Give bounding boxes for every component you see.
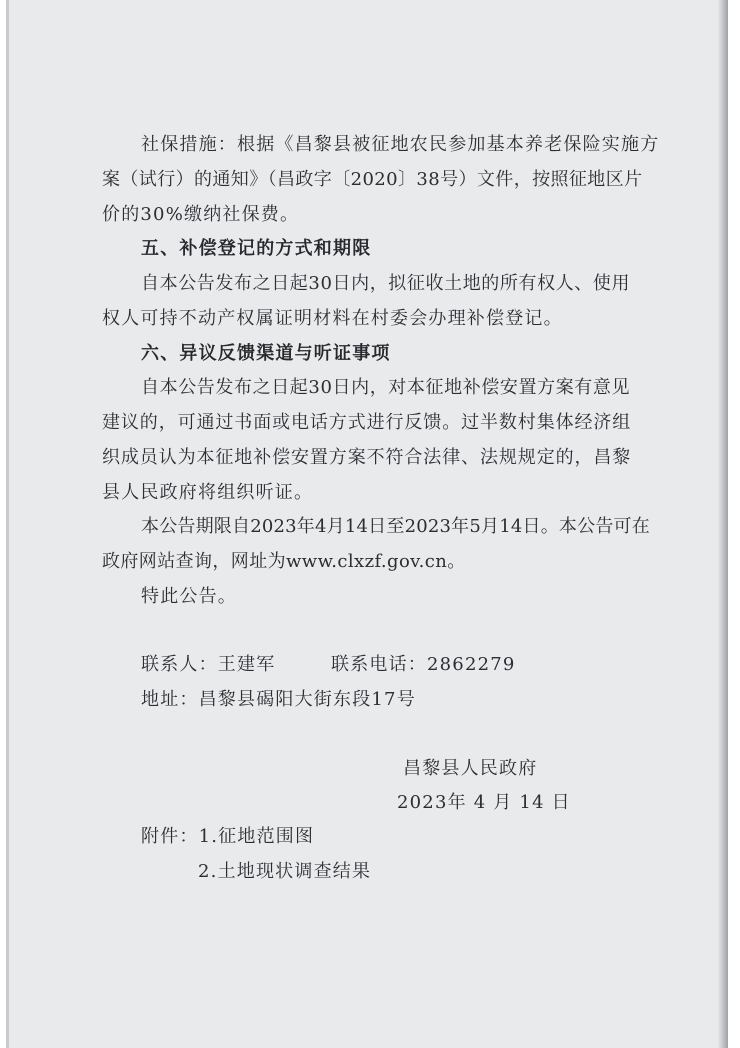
- social-security-line-3: 价的30%缴纳社保费。: [102, 204, 300, 225]
- issuer-name: 昌黎县人民政府: [403, 758, 538, 779]
- section-5-line-2: 权人可持不动产权属证明材料在村委会办理补偿登记。: [102, 308, 563, 329]
- section-6-line-2: 建议的，可通过书面或电话方式进行反馈。过半数村集体经济组: [102, 412, 632, 433]
- contact-phone: 联系电话：2862279: [331, 654, 516, 675]
- section-6-line-3: 织成员认为本征地补偿安置方案不符合法律、法规规定的，昌黎: [102, 447, 632, 468]
- attachment-item-2: 2.土地现状调查结果: [198, 861, 372, 882]
- section-6-heading: 六、异议反馈渠道与听证事项: [141, 343, 391, 364]
- period-line-1: 本公告期限自2023年4月14日至2023年5月14日。本公告可在: [141, 516, 650, 537]
- contact-person: 联系人：王建军: [141, 654, 276, 675]
- scan-edge-right: [718, 0, 728, 1048]
- period-line-2: 政府网站查询，网址为www.clxzf.gov.cn。: [102, 551, 466, 572]
- attachment-item-1: 附件：1.征地范围图: [141, 826, 315, 847]
- closing-text: 特此公告。: [141, 586, 237, 607]
- social-security-line-1: 社保措施：根据《昌黎县被征地农民参加基本养老保险实施方: [141, 134, 660, 155]
- section-6-line-4: 县人民政府将组织听证。: [102, 482, 314, 503]
- section-6-line-1: 自本公告发布之日起30日内，对本征地补偿安置方案有意见: [141, 377, 631, 398]
- scanned-page: [6, 0, 728, 1048]
- social-security-line-2: 案（试行）的通知》（昌政字〔2020〕38号）文件，按照征地区片: [102, 169, 643, 190]
- issue-date: 2023年 4 月 14 日: [397, 792, 571, 813]
- scan-edge-left: [6, 0, 9, 1048]
- section-5-line-1: 自本公告发布之日起30日内，拟征收土地的所有权人、使用: [141, 273, 631, 294]
- section-5-heading: 五、补偿登记的方式和期限: [141, 238, 372, 259]
- contact-address: 地址：昌黎县碣阳大街东段17号: [141, 689, 416, 710]
